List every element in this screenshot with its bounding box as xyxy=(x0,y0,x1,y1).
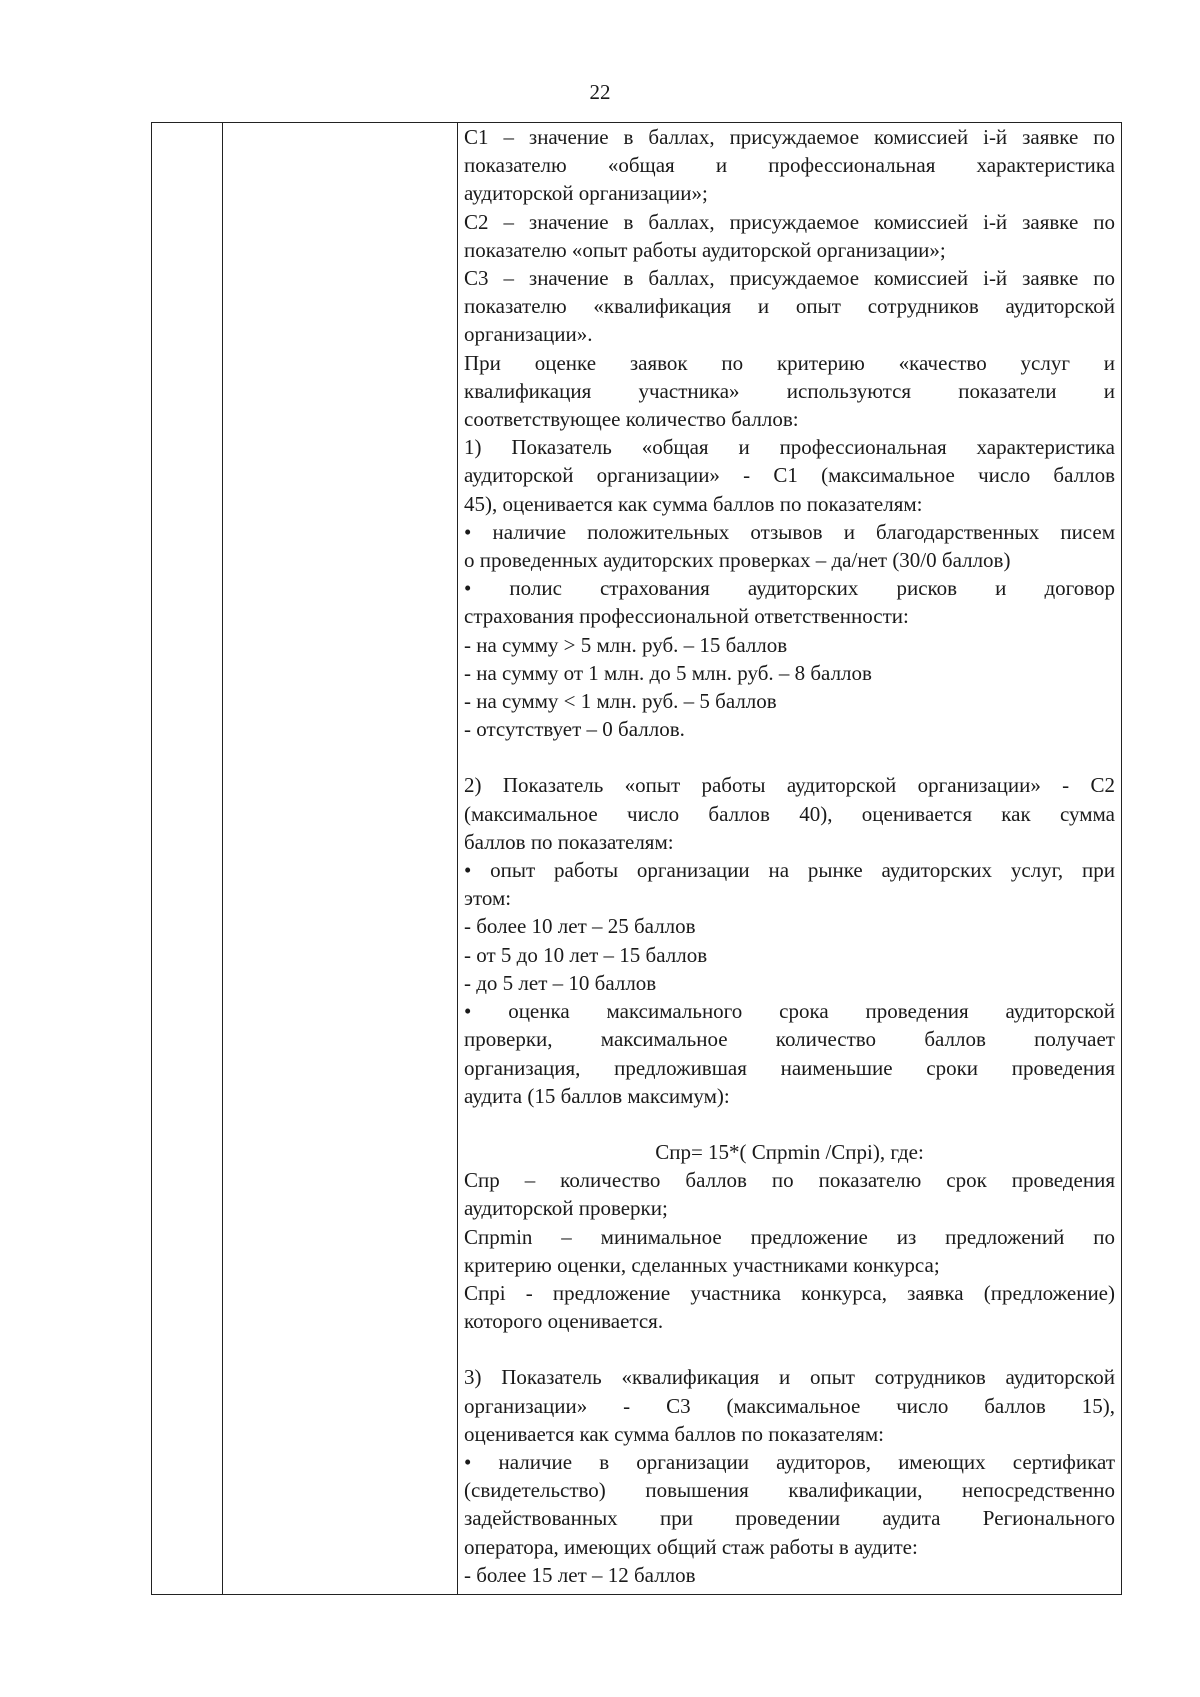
text-line: организации». xyxy=(464,322,593,347)
text-line: Спрmin – минимальное предложение из предложений по xyxy=(464,1224,1115,1249)
column-divider-2 xyxy=(457,123,458,1594)
text-line: аудита (15 баллов максимум): xyxy=(464,1083,730,1108)
text-line: организация, предложившая наименьшие сроки проведения xyxy=(464,1055,1115,1080)
text-line: - на сумму < 1 млн. руб. – 5 баллов xyxy=(464,689,777,714)
text-line: показателю «общая и профессиональная характеристика xyxy=(464,153,1115,178)
text-line: о проведенных аудиторских проверках – да/нет (30/0 баллов) xyxy=(464,548,1011,573)
text-line: оценивается как сумма баллов по показателям: xyxy=(464,1421,884,1446)
text-line: 2) Показатель «опыт работы аудиторской организации» - С2 xyxy=(464,773,1115,798)
text-line: При оценке заявок по критерию «качество услуг и xyxy=(464,350,1115,375)
text-line: С2 – значение в баллах, присуждаемое комиссией i-й заявке по xyxy=(464,209,1115,234)
text-line: проверки, максимальное количество баллов получает xyxy=(464,1027,1115,1052)
text-line: 3) Показатель «квалификация и опыт сотрудников аудиторской xyxy=(464,1365,1115,1390)
text-line: • наличие в организации аудиторов, имеющих сертификат xyxy=(464,1449,1115,1474)
page-number: 22 xyxy=(589,80,611,104)
text-line: показателю «квалификация и опыт сотрудников аудиторской xyxy=(464,294,1115,319)
text-line: - на сумму от 1 млн. до 5 млн. руб. – 8 баллов xyxy=(464,660,872,685)
text-line: соответствующее количество баллов: xyxy=(464,407,799,432)
text-line: баллов по показателям: xyxy=(464,829,674,854)
text-line: показателю «опыт работы аудиторской организации»; xyxy=(464,237,946,262)
text-line: этом: xyxy=(464,886,512,911)
text-line: организации» - С3 (максимальное число баллов 15), xyxy=(464,1393,1115,1418)
text-line: (свидетельство) повышения квалификации, непосредственно xyxy=(464,1478,1115,1503)
text-line: (максимальное число баллов 40), оценивается как сумма xyxy=(464,801,1115,826)
text-line: С3 – значение в баллах, присуждаемое комиссией i-й заявке по xyxy=(464,266,1115,291)
text-line: оператора, имеющих общий стаж работы в аудите: xyxy=(464,1534,918,1559)
text-line: - от 5 до 10 лет – 15 баллов xyxy=(464,942,708,967)
text-line: 45), оценивается как сумма баллов по показателям: xyxy=(464,491,923,516)
text-line: аудиторской организации» - С1 (максимальное число баллов xyxy=(464,463,1115,488)
text-line: квалификация участника» используются показатели и xyxy=(464,378,1115,403)
text-line: - более 15 лет – 12 баллов xyxy=(464,1562,696,1587)
column-divider-1 xyxy=(222,123,223,1594)
text-line: Спр – количество баллов по показателю срок проведения xyxy=(464,1168,1115,1193)
text-line: аудиторской организации»; xyxy=(464,181,708,206)
text-line: • наличие положительных отзывов и благодарственных писем xyxy=(464,519,1115,544)
text-line: которого оценивается. xyxy=(464,1309,664,1334)
criteria-table xyxy=(151,122,1122,1595)
blank-line xyxy=(464,1110,1115,1138)
text-line: критерию оценки, сделанных участниками конкурса; xyxy=(464,1252,940,1277)
criteria-description-cell xyxy=(464,123,1115,1589)
text-line: С1 – значение в баллах, присуждаемое комиссией i-й заявке по xyxy=(464,125,1115,149)
text-line: - более 10 лет – 25 баллов xyxy=(464,914,696,939)
text-line: - до 5 лет – 10 баллов xyxy=(464,970,657,995)
text-line: - на сумму > 5 млн. руб. – 15 баллов xyxy=(464,632,788,657)
text-line: задействованных при проведении аудита Регионального xyxy=(464,1506,1115,1531)
text-line: Спр= 15*( Спрmin /Спрi), где: xyxy=(655,1139,924,1164)
blank-line xyxy=(464,743,1115,771)
text-line: • оценка максимального срока проведения аудиторской xyxy=(464,999,1115,1024)
text-line: страхования профессиональной ответственности: xyxy=(464,604,909,629)
text-line: аудиторской проверки; xyxy=(464,1196,668,1221)
text-line: - отсутствует – 0 баллов. xyxy=(464,717,685,742)
blank-line xyxy=(464,1335,1115,1363)
text-line: Спрi - предложение участника конкурса, заявка (предложение) xyxy=(464,1280,1115,1305)
text-line: • полис страхования аудиторских рисков и договор xyxy=(464,576,1115,601)
text-line: • опыт работы организации на рынке аудиторских услуг, при xyxy=(464,858,1115,883)
text-line: 1) Показатель «общая и профессиональная характеристика xyxy=(464,435,1115,460)
